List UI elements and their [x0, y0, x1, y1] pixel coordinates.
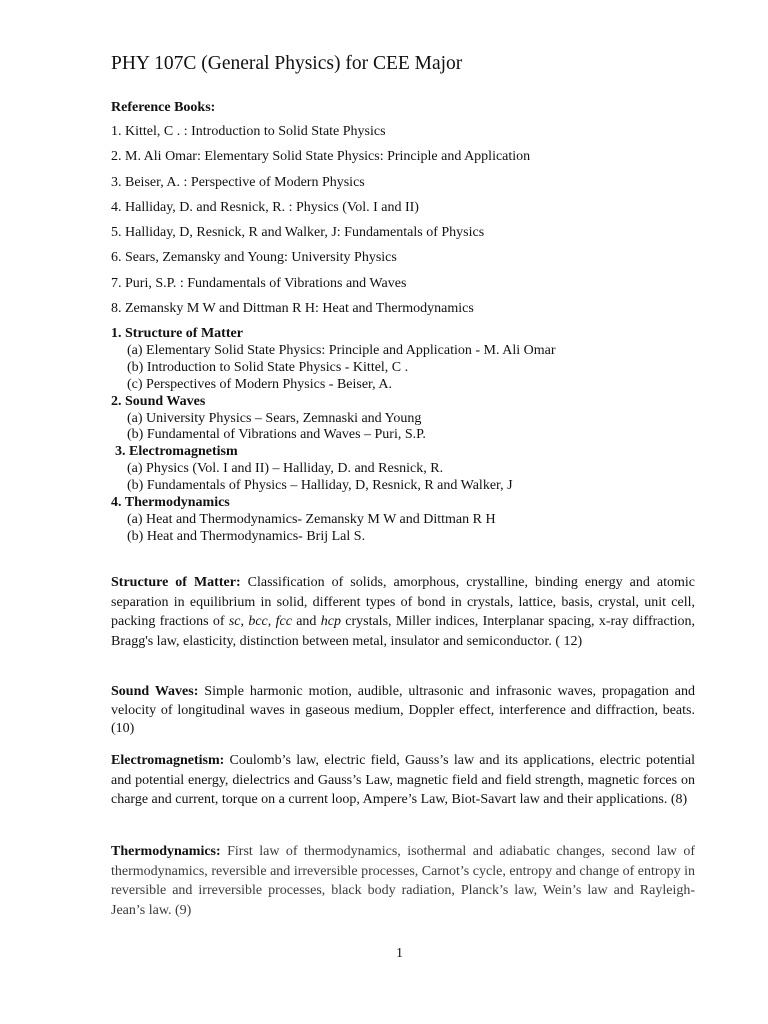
reference-item: 7. Puri, S.P. : Fundamentals of Vibrations and Waves: [111, 275, 407, 291]
syllabus-lead: Electromagnetism:: [111, 753, 225, 768]
syllabus-structure-of-matter: [111, 573, 695, 651]
syllabus-term: fcc: [275, 614, 292, 629]
syllabus-term: sc: [228, 614, 241, 629]
syllabus-text: crystals, Miller indices, Interplanar spacing, x-ray diffraction, Bragg's law, elasticity, distinction between metal, insulator and semiconductor. ( 12): [111, 614, 696, 649]
syllabus-term: hcp: [320, 614, 341, 629]
syllabus-text: ,: [267, 614, 276, 629]
reference-item: 4. Halliday, D. and Resnick, R. : Physics (Vol. I and II): [111, 199, 419, 215]
topic-heading: 1. Structure of Matter: [111, 326, 243, 341]
topic-item: (a) Elementary Solid State Physics: Principle and Application - M. Ali Omar: [127, 342, 556, 358]
syllabus-lead: Sound Waves:: [111, 684, 199, 699]
syllabus-electromagnetism: [111, 751, 695, 810]
reference-item: 5. Halliday, D, Resnick, R and Walker, J: Fundamentals of Physics: [111, 225, 485, 241]
page-title: PHY 107C (General Physics) for CEE Major: [111, 53, 463, 74]
reference-item: 6. Sears, Zemansky and Young: University Physics: [111, 250, 397, 266]
syllabus-text: Coulomb’s law, electric field, Gauss’s law and its applications, electric potential and potential energy, dielectrics and Gauss’s Law, magnetic field and field strength, magnetic forces on charge and current, torque on a current loop, Ampere’s Law, Biot-Savart law and their applications. (8): [111, 753, 695, 807]
syllabus-term: bcc: [248, 614, 268, 629]
topic-item: (b) Heat and Thermodynamics- Brij Lal S.: [127, 528, 366, 544]
syllabus-text: Simple harmonic motion, audible, ultrasonic and infrasonic waves, propagation and velocity of longitudinal waves in gaseous medium, Doppler effect, interference and diffraction, beats. (10): [111, 684, 695, 737]
topic-heading: 4. Thermodynamics: [111, 495, 230, 511]
page-number: 1: [396, 946, 403, 961]
reference-item: 8. Zemansky M W and Dittman R H: Heat and Thermodynamics: [111, 301, 474, 317]
syllabus-text: and: [291, 614, 321, 629]
topic-item: (b) Fundamental of Vibrations and Waves – Puri, S.P.: [127, 427, 426, 443]
syllabus-lead: Thermodynamics:: [111, 844, 221, 859]
syllabus-text: First law of thermodynamics, isothermal and adiabatic changes, second law of thermodynamics, reversible and irreversible processes, Carnot’s cycle, entropy and change of entropy in reversible and irreversible processes, black body radiation, Planck’s law, Wein’s law and Rayleigh-Jean’s law. (9): [111, 844, 695, 918]
topic-heading: 3. Electromagnetism: [115, 444, 238, 460]
topic-item: (c) Perspectives of Modern Physics - Beiser, A.: [127, 376, 392, 392]
reference-item: 3. Beiser, A. : Perspective of Modern Physics: [111, 174, 365, 190]
syllabus-lead: Structure of Matter:: [111, 575, 241, 590]
reference-item: 1. Kittel, C . : Introduction to Solid State Physics: [111, 124, 386, 139]
reference-books-heading: Reference Books:: [111, 100, 216, 115]
topic-references: [111, 326, 555, 546]
topic-heading: 2. Sound Waves: [111, 393, 206, 409]
reference-books-list: [111, 123, 530, 325]
topic-item: (b) Introduction to Solid State Physics - Kittel, C .: [127, 359, 409, 375]
syllabus-text: Classification of solids, amorphous, crystalline, binding energy and atomic separation in equilibrium in solid, different types of bond in crystals, lattice, basis, crystal, unit cell, packing fractions of: [111, 575, 695, 629]
topic-item: (a) Heat and Thermodynamics- Zemansky M W and Dittman R H: [127, 511, 496, 527]
reference-item: 2. M. Ali Omar: Elementary Solid State Physics: Principle and Application: [111, 149, 531, 165]
syllabus-thermodynamics: [111, 842, 695, 920]
topic-item: (a) Physics (Vol. I and II) – Halliday, D. and Resnick, R.: [127, 461, 444, 477]
topic-item: (a) University Physics – Sears, Zemnaski and Young: [127, 410, 422, 426]
topic-item: (b) Fundamentals of Physics – Halliday, D, Resnick, R and Walker, J: [127, 478, 513, 494]
syllabus-text: ,: [240, 614, 249, 629]
syllabus-sound-waves: [111, 683, 695, 739]
